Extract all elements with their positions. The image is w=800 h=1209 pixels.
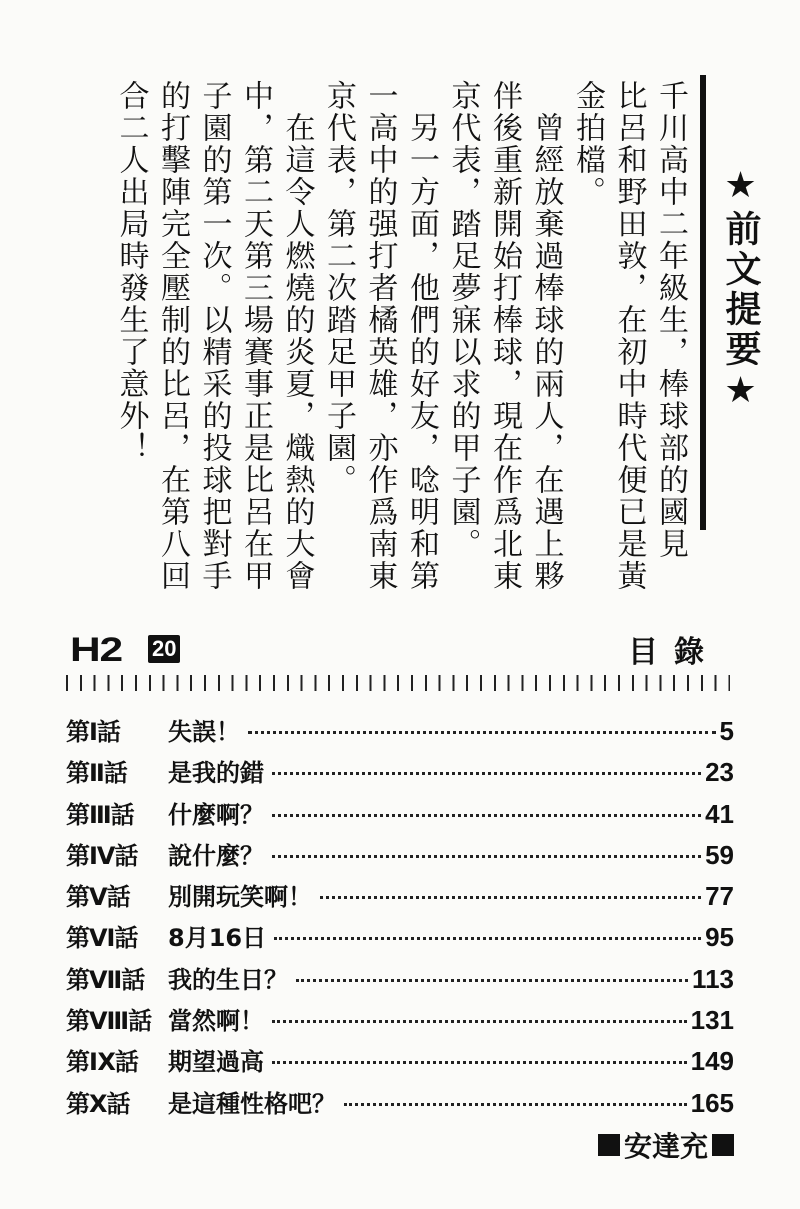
chapter-page: 59 bbox=[705, 839, 734, 870]
chapter-number: 第Ⅵ話 bbox=[66, 924, 138, 953]
summary-column: 的打擊陣完全壓制的比呂，在第八回 bbox=[155, 80, 190, 592]
square-bullet-icon bbox=[712, 1134, 734, 1156]
chapter-row[interactable] bbox=[66, 712, 734, 753]
summary-column: 京代表，第二次踏足甲子園。 bbox=[321, 80, 356, 496]
chapter-title: 是這種性格吧？ bbox=[168, 1089, 336, 1118]
summary-column: 一高中的强打者橘英雄，亦作爲南東 bbox=[362, 80, 398, 592]
chapter-number: 第Ⅹ話 bbox=[66, 1089, 130, 1118]
summary-heading: ★前文提要★ bbox=[720, 165, 761, 415]
toc-title: 目錄 bbox=[628, 635, 720, 670]
dot-leader bbox=[320, 896, 701, 899]
chapter-number: 第Ⅴ話 bbox=[66, 883, 130, 912]
chapter-number: 第Ⅳ話 bbox=[66, 841, 138, 870]
dot-leader bbox=[274, 937, 701, 940]
chapter-title: 我的生日？ bbox=[168, 965, 288, 994]
summary-column: 中，第二天第三場賽事正是比呂在甲 bbox=[238, 80, 273, 592]
chapter-page: 41 bbox=[705, 798, 734, 829]
summary-column: 曾經放棄過棒球的兩人，在遇上夥 bbox=[528, 80, 564, 592]
dot-leader bbox=[272, 772, 701, 775]
summary-heading-bar bbox=[700, 75, 760, 530]
dot-leader bbox=[344, 1103, 687, 1106]
chapter-title: 什麼啊？ bbox=[168, 800, 264, 829]
chapter-title: 說什麼？ bbox=[168, 841, 264, 870]
chapter-title: 期望過高 bbox=[168, 1048, 264, 1077]
chapter-page: 131 bbox=[690, 1005, 734, 1036]
chapter-page: 23 bbox=[705, 757, 734, 788]
chapter-row[interactable] bbox=[66, 836, 734, 877]
chapter-page: 77 bbox=[705, 881, 734, 912]
dot-leader bbox=[272, 814, 701, 817]
summary-column: 伴後重新開始打棒球，現在作爲北東 bbox=[487, 80, 522, 592]
tick-rule-divider bbox=[66, 675, 730, 691]
chapter-number: 第Ⅸ話 bbox=[66, 1048, 138, 1077]
chapter-page: 149 bbox=[690, 1046, 734, 1077]
series-logo: H2 bbox=[70, 631, 122, 669]
square-bullet-icon bbox=[598, 1134, 620, 1156]
summary-column: 另一方面，他們的好友，唸明和第 bbox=[404, 80, 439, 592]
chapter-number: 第Ⅲ話 bbox=[66, 800, 134, 829]
chapter-page: 95 bbox=[705, 922, 734, 953]
summary-column: 在這令人燃燒的炎夏，熾熱的大會 bbox=[279, 80, 315, 592]
dot-leader bbox=[272, 855, 701, 858]
chapter-number: 第Ⅱ話 bbox=[66, 759, 127, 788]
chapter-title: 失誤！ bbox=[168, 718, 240, 746]
chapter-page: 113 bbox=[692, 963, 734, 994]
dot-leader bbox=[272, 1020, 687, 1023]
chapter-page: 5 bbox=[719, 716, 734, 746]
summary-column: 比呂和野田敦，在初中時代便已是黃 bbox=[611, 80, 647, 592]
dot-leader bbox=[248, 731, 716, 734]
chapter-title: 別開玩笑啊！ bbox=[168, 883, 312, 912]
chapter-number: 第Ⅷ話 bbox=[66, 1007, 152, 1036]
chapter-row[interactable] bbox=[66, 960, 734, 1001]
chapter-number: 第Ⅶ話 bbox=[66, 965, 145, 994]
chapter-row[interactable] bbox=[66, 877, 734, 918]
chapter-list bbox=[66, 712, 734, 1125]
chapter-row[interactable] bbox=[66, 1001, 734, 1042]
summary-column: 子園的第一次。以精采的投球把對手 bbox=[196, 80, 232, 592]
chapter-number: 第Ⅰ話 bbox=[66, 718, 120, 746]
summary-column: 金拍檔。 bbox=[570, 80, 605, 208]
toc-header bbox=[70, 625, 730, 675]
chapter-row[interactable] bbox=[66, 918, 734, 959]
chapter-title: 是我的錯 bbox=[168, 759, 264, 788]
chapter-title: 當然啊！ bbox=[168, 1007, 264, 1036]
summary-column: 合二人出局時發生了意外！ bbox=[113, 80, 149, 464]
chapter-page: 165 bbox=[690, 1087, 734, 1118]
chapter-row[interactable] bbox=[66, 1084, 734, 1125]
chapter-row[interactable] bbox=[66, 795, 734, 836]
dot-leader bbox=[272, 1061, 687, 1064]
summary-column: 千川高中二年級生，棒球部的國見 bbox=[653, 80, 688, 560]
chapter-row[interactable] bbox=[66, 753, 734, 794]
author-name: 安達充 bbox=[623, 1130, 708, 1163]
chapter-row[interactable] bbox=[66, 1042, 734, 1083]
dot-leader bbox=[296, 979, 688, 982]
summary-column: 京代表，踏足夢寐以求的甲子園。 bbox=[445, 80, 481, 560]
author-credit bbox=[598, 1125, 734, 1165]
volume-badge: 20 bbox=[148, 635, 180, 663]
chapter-title: 8月16日 bbox=[168, 924, 267, 953]
